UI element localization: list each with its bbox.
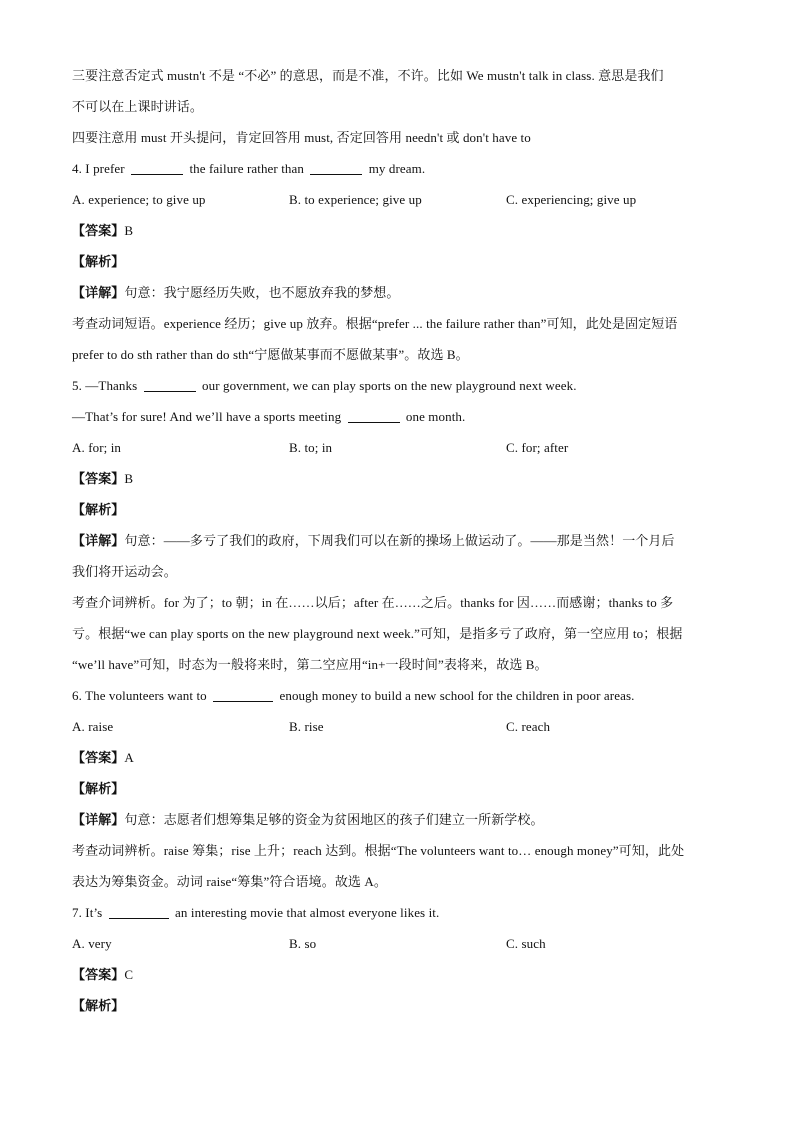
q4-answer-value: B — [124, 223, 134, 238]
q5-detail-text-1: 句意：——多亏了我们的政府，下周我们可以在新的操场上做运动了。——那是当然！一个月后 — [124, 533, 675, 548]
q6-detail-text: 句意：志愿者们想筹集足够的资金为贫困地区的孩子们建立一所新学校。 — [124, 812, 544, 827]
q6-option-c: C. reach — [506, 719, 551, 734]
q7-option-a: A. very — [72, 936, 112, 951]
q4-explanation-2: prefer to do sth rather than do sth“宁愿做某事而不愿做某事”。故选 B。 — [72, 347, 469, 362]
q5-stem-b: our government, we can play sports on the new playground next week. — [202, 378, 577, 393]
document-page — [72, 60, 722, 1021]
q5-answer-value: B — [124, 471, 134, 486]
q6-analysis-label: 【解析】 — [72, 781, 125, 796]
q5-stem2-b: one month. — [405, 409, 466, 424]
answer-label: 【答案】 — [72, 750, 125, 765]
q7-option-b: B. so — [289, 936, 317, 951]
q5-explanation-1: 考查介词辨析。for 为了；to 朝；in 在……以后；after 在……之后。thanks for 因……而感谢；thanks to 多 — [72, 595, 674, 610]
q5-option-b: B. to; in — [289, 440, 333, 455]
q4-stem-c: my dream. — [368, 161, 426, 176]
question-4-stem — [72, 153, 722, 184]
question-7-stem — [72, 897, 722, 928]
q7-analysis-label: 【解析】 — [72, 998, 125, 1013]
q4-answer — [72, 215, 722, 246]
q7-stem-a: 7. It’s — [72, 905, 103, 920]
question-5-options — [72, 432, 722, 463]
q7-answer — [72, 959, 722, 990]
question-6-stem — [72, 680, 722, 711]
q6-answer — [72, 742, 722, 773]
q7-stem-b: an interesting movie that almost everyone likes it. — [175, 905, 440, 920]
q4-stem-a: 4. I prefer — [72, 161, 125, 176]
q6-option-a: A. raise — [72, 719, 114, 734]
detail-label: 【详解】 — [72, 533, 125, 548]
question-4-options — [72, 184, 722, 215]
q5-explanation-3: “we’ll have”可知，时态为一般将来时，第二空应用“in+一段时间”表将来，故选 B。 — [72, 657, 548, 672]
q4-explanation-1: 考查动词短语。experience 经历；give up 放弃。根据“prefer ... the failure rather than”可知，此处是固定短语 — [72, 316, 678, 331]
q4-option-b: B. to experience; give up — [289, 192, 422, 207]
q6-detail — [72, 804, 722, 835]
q4-detail — [72, 277, 722, 308]
q4-detail-text: 句意：我宁愿经历失败，也不愿放弃我的梦想。 — [124, 285, 400, 300]
q7-answer-value: C — [124, 967, 134, 982]
q5-analysis-label: 【解析】 — [72, 502, 125, 517]
q5-option-a: A. for; in — [72, 440, 122, 455]
q6-explanation-1: 考查动词辨析。raise 筹集；rise 上升；reach 达到。根据“The volunteers want to… enough money”可知，此处 — [72, 843, 685, 858]
q6-blank — [213, 689, 273, 702]
q4-blank-1 — [131, 162, 183, 175]
q6-explanation-2: 表达为筹集资金。动词 raise“筹集”符合语境。故选 A。 — [72, 874, 387, 889]
q4-option-a: A. experience; to give up — [72, 192, 206, 207]
q5-explanation-2: 亏。根据“we can play sports on the new playground next week.”可知，是指多亏了政府，第一空应用 to；根据 — [72, 626, 683, 641]
q5-blank-1 — [144, 379, 196, 392]
answer-label: 【答案】 — [72, 223, 125, 238]
question-7-options — [72, 928, 722, 959]
q5-detail-2: 我们将开运动会。 — [72, 564, 177, 579]
question-5-stem-2 — [72, 401, 722, 432]
answer-label: 【答案】 — [72, 967, 125, 982]
q5-stem-a: 5. —Thanks — [72, 378, 138, 393]
q7-blank — [109, 906, 169, 919]
note-line-2: 不可以在上课时讲话。 — [72, 99, 204, 114]
q4-blank-2 — [310, 162, 362, 175]
note-line-1: 三要注意否定式 mustn't 不是 “不必” 的意思，而是不准，不许。比如 We mustn't talk in class. 意思是我们 — [72, 68, 664, 83]
detail-label: 【详解】 — [72, 285, 125, 300]
q4-option-c: C. experiencing; give up — [506, 192, 637, 207]
note-line-3: 四要注意用 must 开头提问，肯定回答用 must, 否定回答用 needn't 或 don't have to — [72, 130, 531, 145]
q4-analysis-label: 【解析】 — [72, 254, 125, 269]
question-5-stem — [72, 370, 722, 401]
q4-stem-b: the failure rather than — [189, 161, 304, 176]
question-6-options — [72, 711, 722, 742]
answer-label: 【答案】 — [72, 471, 125, 486]
q5-stem2-a: —That’s for sure! And we’ll have a sports meeting — [72, 409, 342, 424]
q6-stem-a: 6. The volunteers want to — [72, 688, 207, 703]
q5-option-c: C. for; after — [506, 440, 569, 455]
q5-blank-2 — [348, 410, 400, 423]
q5-answer — [72, 463, 722, 494]
q6-option-b: B. rise — [289, 719, 324, 734]
q5-detail-1 — [72, 525, 722, 556]
q7-option-c: C. such — [506, 936, 546, 951]
q6-stem-b: enough money to build a new school for the children in poor areas. — [279, 688, 635, 703]
detail-label: 【详解】 — [72, 812, 125, 827]
q6-answer-value: A — [124, 750, 134, 765]
